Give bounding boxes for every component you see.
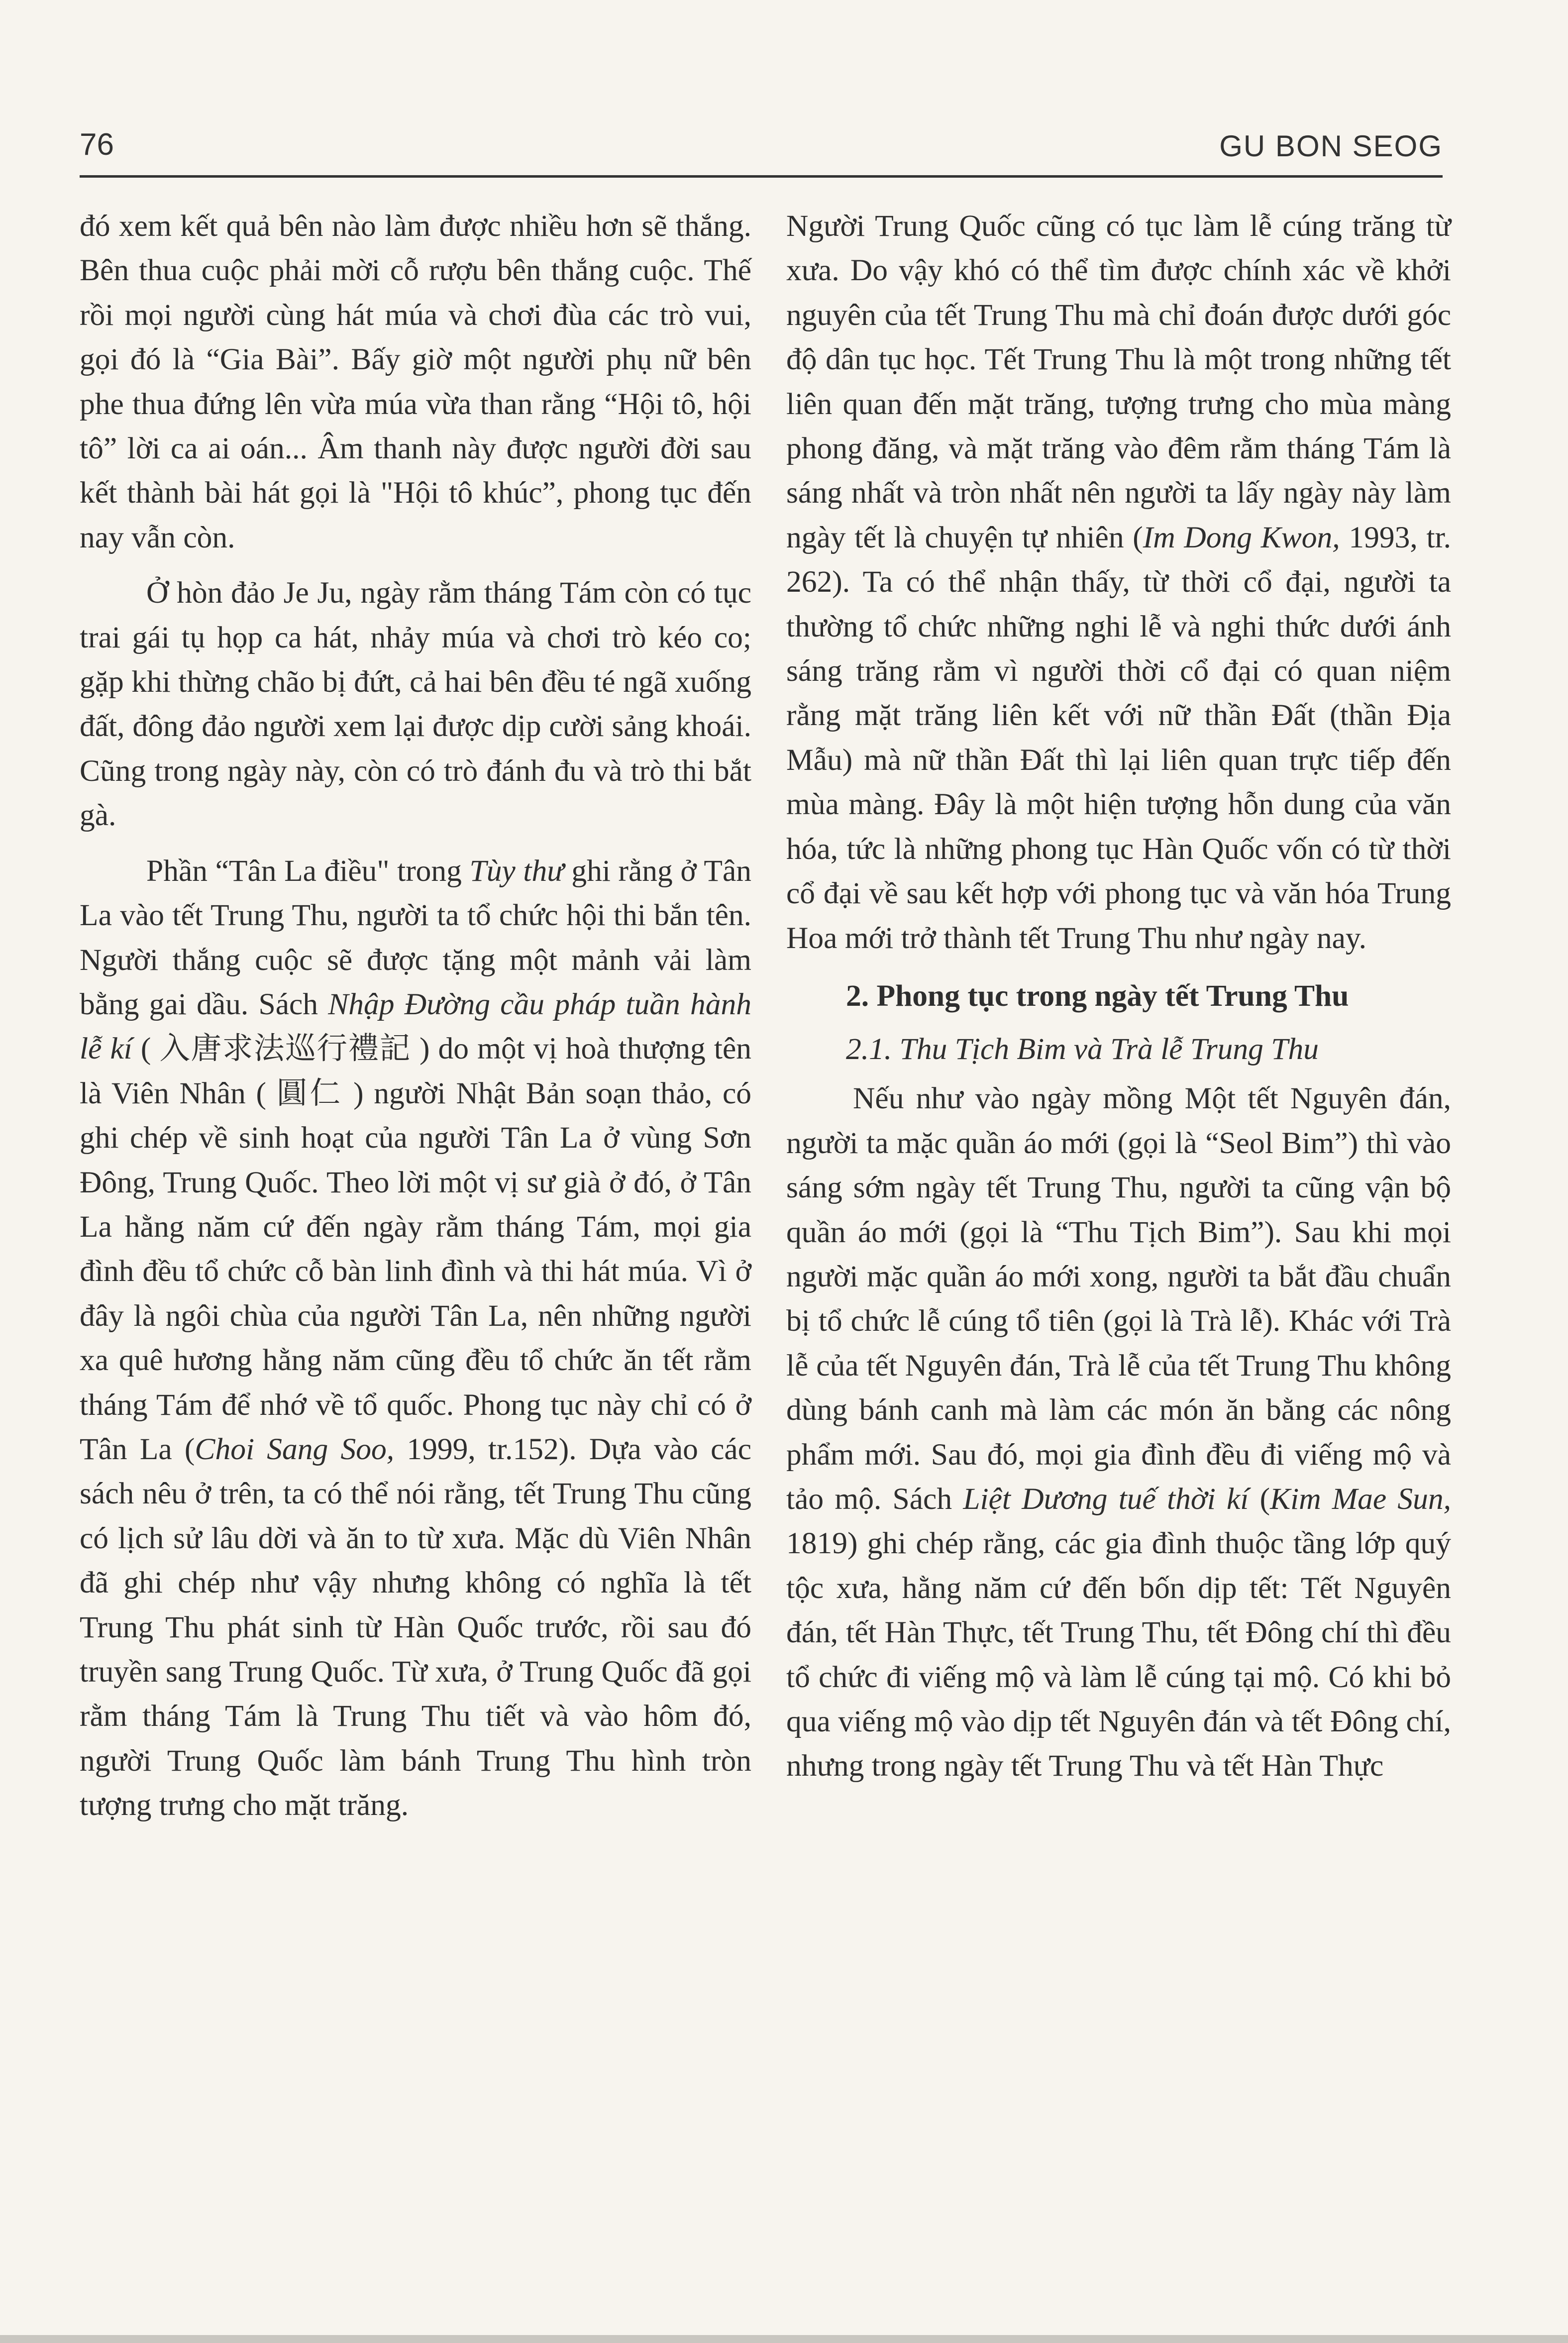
text-run: Phần “Tân La điều" trong — [146, 853, 470, 888]
header-rule — [80, 175, 1443, 178]
text-run: 1993, tr. 262). Ta có thể nhận thấy, từ thời cổ đại, người ta thường tổ chức những nghi lễ và nghi thức dưới ánh sáng trăng rằm vì người thời cổ đại có quan niệm rằng mặt trăng liên kết với nữ thần Đất (thần Địa Mẫu) mà nữ thần Đất thì lại liên quan trực tiếp đến mùa màng. Đây là một hiện tượng hỗn dung của văn hóa, tức là những phong tục Hàn Quốc vốn có từ thời cổ đại về sau kết hợp với phong tục và văn hóa Trung Hoa mới trở thành tết Trung Thu như ngày nay. — [786, 520, 1451, 955]
paragraph — [786, 204, 1451, 960]
paragraph — [80, 849, 751, 1828]
paragraph: Ở hòn đảo Je Ju, ngày rằm tháng Tám còn có tục trai gái tụ họp ca hát, nhảy múa và chơi trò kéo co; gặp khi thừng chão bị đứt, cả hai bên đều té ngã xuống đất, đông đảo người xem lại được dịp cười sảng khoái. Cũng trong ngày này, còn có trò đánh đu và trò thi bắt gà. — [80, 576, 751, 833]
book-title: Nhập Đường cầu pháp tuần hành lễ kí — [80, 987, 751, 1066]
paragraph: đó xem kết quả bên nào làm được nhiều hơn sẽ thắng. Bên thua cuộc phải mời cỗ rượu bên thắng cuộc. Thế rồi mọi người cùng hát múa và chơi đùa các trò vui, gọi đó là “Gia Bài”. Bấy giờ một người phụ nữ bên phe thua đứng lên vừa múa vừa than rằng “Hội tô, hội tô” lời ca ai oán... Âm thanh này được người đời sau kết thành bài hát gọi là "Hội tô khúc”, phong tục đến nay vẫn còn. — [80, 209, 751, 554]
text-run: ( 入唐求法巡行禮記 ) do một vị hoà thượng tên là Viên Nhân ( 圓仁 ) người Nhật Bản soạn thảo, có ghi chép về sinh hoạt của người Tân La ở vùng Sơn Đông, Trung Quốc. Theo lời một vị sư già ở đó, ở Tân La hằng năm cứ đến ngày rằm tháng Tám, mọi gia đình đều tổ chức cỗ bàn linh đình và thi hát múa. Vì ở đây là ngôi chùa của người Tân La, nên những người xa quê hương hằng năm cũng đều tổ chức ăn tết rằm tháng Tám để nhớ về tổ quốc. Phong tục này chỉ có ở Tân La ( — [80, 1032, 751, 1466]
subsection-heading: 2.1. Thu Tịch Bim và Trà lễ Trung Thu — [846, 1032, 1319, 1066]
page-header — [80, 127, 1443, 167]
page-number: 76 — [80, 127, 114, 162]
section-heading: 2. Phong tục trong ngày tết Trung Thu — [846, 978, 1349, 1013]
right-column — [786, 204, 1451, 2235]
citation-author: Choi Sang Soo, — [195, 1432, 395, 1466]
paragraph — [786, 1076, 1451, 1789]
book-title: Tùy thư — [469, 853, 564, 888]
running-head-author: GU BON SEOG — [1219, 129, 1443, 163]
citation-author: Im Dong Kwon, — [1143, 520, 1340, 554]
book-title: Liệt Dương tuế thời kí — [963, 1482, 1249, 1516]
text-run: ( — [1249, 1482, 1270, 1516]
text-run: ghi rằng ở Tân La vào tết Trung Thu, người ta tổ chức hội thi bắn tên. Người thắng cuộc sẽ được tặng một mảnh vải làm bằng gai dầu. Sách — [80, 853, 751, 1021]
text-run: Người Trung Quốc cũng có tục làm lễ cúng trăng từ xưa. Do vậy khó có thể tìm được chính xác về khởi nguyên của tết Trung Thu mà chỉ đoán được dưới góc độ dân tục học. Tết Trung Thu là một trong những tết liên quan đến mặt trăng, tượng trưng cho mùa màng phong đăng, và mặt trăng vào đêm rằm tháng Tám là sáng nhất và tròn nhất nên người ta lấy ngày này làm ngày tết là chuyện tự nhiên ( — [786, 209, 1451, 554]
text-run: 1819) ghi chép rằng, các gia đình thuộc tầng lớp quý tộc xưa, hằng năm cứ đến bốn dịp tết: Tết Nguyên đán, tết Hàn Thực, tết Trung Thu, tết Đông chí thì đều tổ chức đi viếng mộ và làm lễ cúng tại mộ. Có khi bỏ qua viếng mộ vào dịp tết Nguyên đán và tết Đông chí, nhưng trong ngày tết Trung Thu và tết Hàn Thực — [786, 1526, 1451, 1783]
left-column — [80, 204, 751, 2235]
text-run: Nếu như vào ngày mồng Một tết Nguyên đán, người ta mặc quần áo mới (gọi là “Seol Bim”) thì vào sáng sớm ngày tết Trung Thu, người ta cũng vận bộ quần áo mới (gọi là “Thu Tịch Bim”). Sau khi mọi người mặc quần áo mới xong, người ta bắt đầu chuẩn bị tổ chức lễ cúng tổ tiên (gọi là Trà lễ). Khác với Trà lễ của tết Nguyên đán, Trà lễ của tết Trung Thu không dùng bánh canh mà làm các món ăn bằng các nông phẩm mới. Sau đó, mọi gia đình đều đi viếng mộ và tảo mộ. Sách — [786, 1081, 1451, 1516]
text-run: 1999, tr.152). Dựa vào các sách nêu ở trên, ta có thể nói rằng, tết Trung Thu cũng có lịch sử lâu dời và ăn to từ xưa. Mặc dù Viên Nhân đã ghi chép như vậy nhưng không có nghĩa là tết Trung Thu phát sinh từ Hàn Quốc trước, rồi sau đó truyền sang Trung Quốc. Từ xưa, ở Trung Quốc đã gọi rằm tháng Tám là Trung Thu tiết và vào hôm đó, người Trung Quốc làm bánh Trung Thu hình tròn tượng trưng cho mặt trăng. — [80, 1432, 751, 1822]
scan-edge — [0, 2335, 1568, 2343]
citation-author: Kim Mae Sun, — [1270, 1482, 1451, 1516]
